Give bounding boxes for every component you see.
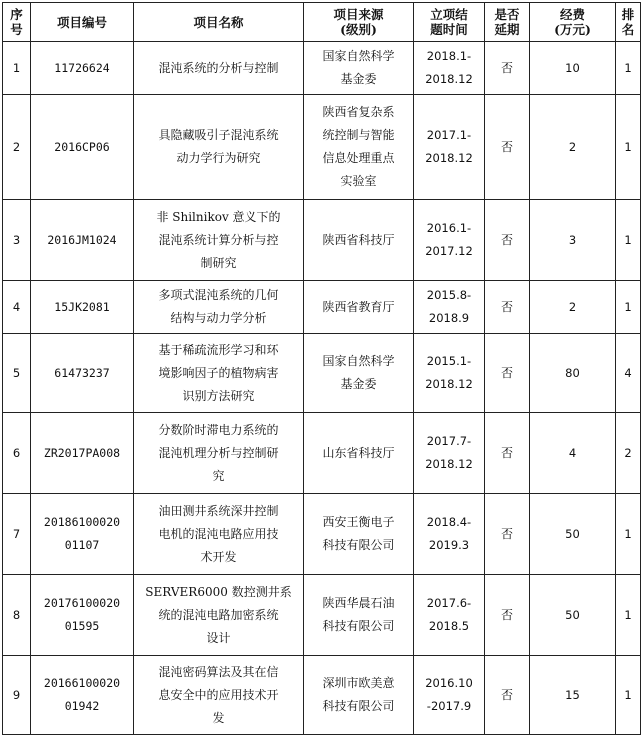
cell-rank: 1 <box>616 281 641 334</box>
cell-source: 陕西省复杂系 统控制与智能 信息处理重点 实验室 <box>304 95 414 200</box>
cell-rank: 1 <box>616 656 641 735</box>
cell-funding: 80 <box>530 334 616 413</box>
cell-funding: 50 <box>530 494 616 575</box>
table-row <box>3 95 641 200</box>
cell-project-name: 多项式混沌系统的几何 结构与动力学分析 <box>134 281 304 334</box>
cell-delayed: 否 <box>485 334 530 413</box>
table-row <box>3 334 641 413</box>
cell-rank: 1 <box>616 95 641 200</box>
cell-delayed: 否 <box>485 42 530 95</box>
cell-project-no: 20166100020 01942 <box>31 656 134 735</box>
table-row <box>3 575 641 656</box>
cell-project-no: 2016JM1024 <box>31 200 134 281</box>
cell-seq: 1 <box>3 42 31 95</box>
table-row <box>3 200 641 281</box>
table-body <box>3 42 641 735</box>
cell-rank: 2 <box>616 413 641 494</box>
cell-delayed: 否 <box>485 413 530 494</box>
header-period: 立项结 题时间 <box>414 3 485 42</box>
header-seq: 序 号 <box>3 3 31 42</box>
cell-seq: 3 <box>3 200 31 281</box>
cell-period: 2017.7- 2018.12 <box>414 413 485 494</box>
cell-source: 陕西省教育厅 <box>304 281 414 334</box>
cell-project-no: ZR2017PA008 <box>31 413 134 494</box>
cell-project-no: 11726624 <box>31 42 134 95</box>
cell-rank: 1 <box>616 494 641 575</box>
header-delayed: 是否 延期 <box>485 3 530 42</box>
header-source: 项目来源 (级别) <box>304 3 414 42</box>
cell-rank: 4 <box>616 334 641 413</box>
cell-project-name: 油田测井系统深井控制 电机的混沌电路应用技 术开发 <box>134 494 304 575</box>
table-row <box>3 494 641 575</box>
header-funding: 经费 (万元) <box>530 3 616 42</box>
cell-seq: 9 <box>3 656 31 735</box>
cell-project-name: 混沌密码算法及其在信 息安全中的应用技术开 发 <box>134 656 304 735</box>
cell-period: 2017.6- 2018.5 <box>414 575 485 656</box>
cell-project-no: 15JK2081 <box>31 281 134 334</box>
table-row <box>3 42 641 95</box>
cell-seq: 6 <box>3 413 31 494</box>
cell-source: 西安王衡电子 科技有限公司 <box>304 494 414 575</box>
cell-delayed: 否 <box>485 575 530 656</box>
header-row <box>3 3 641 42</box>
cell-source: 陕西省科技厅 <box>304 200 414 281</box>
cell-project-name: 具隐藏吸引子混沌系统 动力学行为研究 <box>134 95 304 200</box>
cell-project-no: 2016CP06 <box>31 95 134 200</box>
cell-rank: 1 <box>616 575 641 656</box>
cell-project-name: 基于稀疏流形学习和环 境影响因子的植物病害 识别方法研究 <box>134 334 304 413</box>
header-rank: 排 名 <box>616 3 641 42</box>
cell-delayed: 否 <box>485 281 530 334</box>
cell-funding: 4 <box>530 413 616 494</box>
header-project-no: 项目编号 <box>31 3 134 42</box>
cell-project-no: 20176100020 01595 <box>31 575 134 656</box>
table-row <box>3 281 641 334</box>
cell-funding: 10 <box>530 42 616 95</box>
cell-funding: 2 <box>530 95 616 200</box>
cell-period: 2018.4- 2019.3 <box>414 494 485 575</box>
cell-seq: 8 <box>3 575 31 656</box>
cell-delayed: 否 <box>485 95 530 200</box>
cell-seq: 2 <box>3 95 31 200</box>
cell-funding: 15 <box>530 656 616 735</box>
cell-delayed: 否 <box>485 494 530 575</box>
cell-period: 2015.8- 2018.9 <box>414 281 485 334</box>
project-table <box>2 2 641 735</box>
cell-funding: 2 <box>530 281 616 334</box>
cell-source: 国家自然科学 基金委 <box>304 42 414 95</box>
cell-project-no: 20186100020 01107 <box>31 494 134 575</box>
cell-source: 陕西华晨石油 科技有限公司 <box>304 575 414 656</box>
cell-period: 2015.1- 2018.12 <box>414 334 485 413</box>
cell-period: 2016.1- 2017.12 <box>414 200 485 281</box>
cell-seq: 4 <box>3 281 31 334</box>
cell-funding: 50 <box>530 575 616 656</box>
cell-seq: 5 <box>3 334 31 413</box>
cell-funding: 3 <box>530 200 616 281</box>
cell-period: 2018.1- 2018.12 <box>414 42 485 95</box>
cell-source: 深圳市欧美意 科技有限公司 <box>304 656 414 735</box>
cell-source: 山东省科技厅 <box>304 413 414 494</box>
cell-source: 国家自然科学 基金委 <box>304 334 414 413</box>
cell-project-name: 混沌系统的分析与控制 <box>134 42 304 95</box>
table-row <box>3 656 641 735</box>
cell-project-name: SERVER6000 数控测井系 统的混沌电路加密系统 设计 <box>134 575 304 656</box>
cell-project-no: 61473237 <box>31 334 134 413</box>
header-project-name: 项目名称 <box>134 3 304 42</box>
cell-period: 2016.10 -2017.9 <box>414 656 485 735</box>
cell-project-name: 非 Shilnikov 意义下的 混沌系统计算分析与控 制研究 <box>134 200 304 281</box>
cell-rank: 1 <box>616 42 641 95</box>
table-row <box>3 413 641 494</box>
cell-period: 2017.1- 2018.12 <box>414 95 485 200</box>
cell-delayed: 否 <box>485 656 530 735</box>
cell-rank: 1 <box>616 200 641 281</box>
cell-seq: 7 <box>3 494 31 575</box>
cell-project-name: 分数阶时滞电力系统的 混沌机理分析与控制研 究 <box>134 413 304 494</box>
cell-delayed: 否 <box>485 200 530 281</box>
